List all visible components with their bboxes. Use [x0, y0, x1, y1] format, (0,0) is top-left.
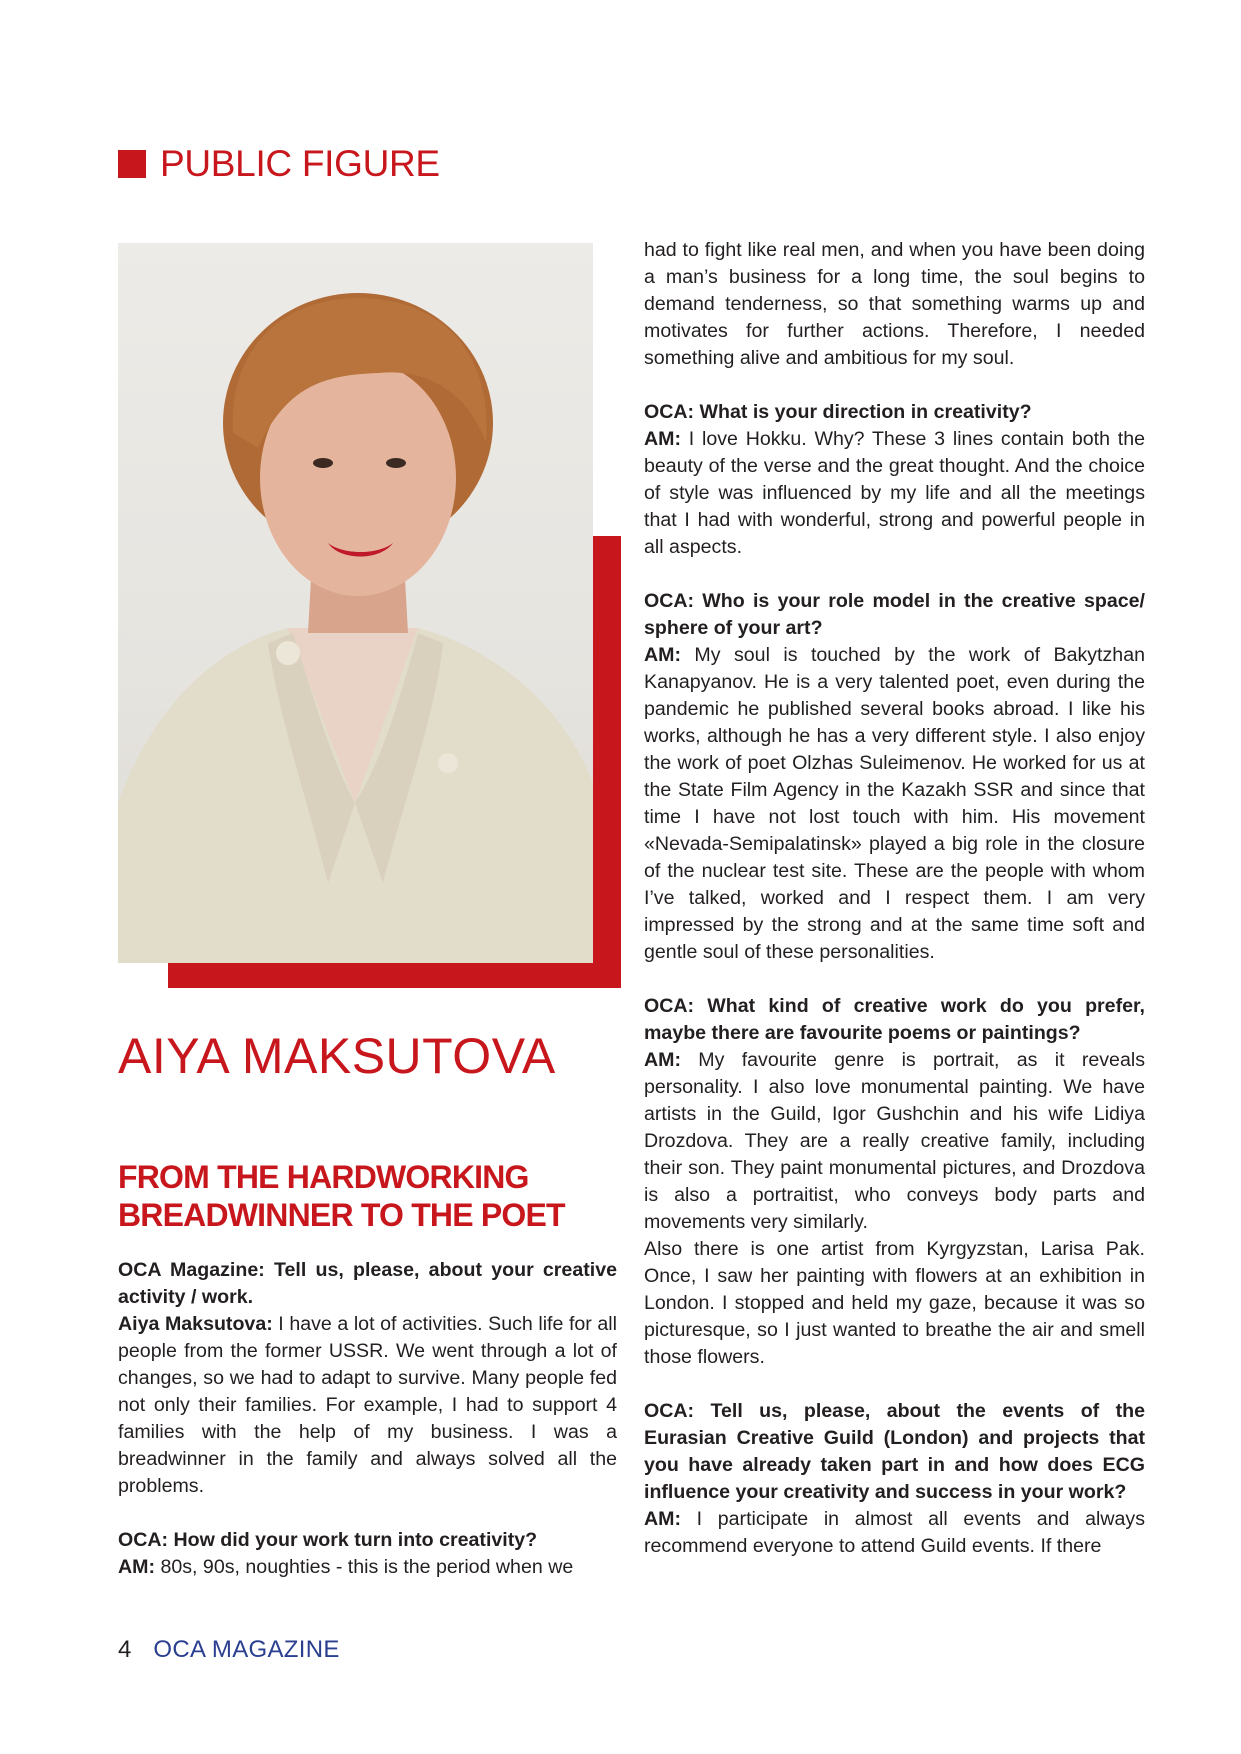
- answer-text: I have a lot of activities. Such life for all people from the former USSR. We went through a lot of changes, so we had to adapt to survive. Many people fed not only their families. For example, I had to support 4 families with the help of my business. I was a breadwinner in the family and always solved all the problems.: [118, 1313, 617, 1497]
- section-square-icon: [118, 150, 146, 178]
- page-footer: [118, 1636, 340, 1664]
- speaker-label: AM:: [644, 1049, 681, 1071]
- answer-text: I participate in almost all events and always recommend everyone to attend Guild events. If there: [644, 1508, 1145, 1557]
- interview-paragraph: [644, 642, 1145, 966]
- speaker-label: Aiya Maksutova:: [118, 1313, 273, 1335]
- interview-question: OCA: Who is your role model in the creative space/ sphere of your art?: [644, 590, 1145, 639]
- paragraph-spacer: [644, 561, 1145, 588]
- answer-text: I love Hokku. Why? These 3 lines contain both the beauty of the verse and the great thought. And the choice of style was influenced by my life and all the meetings that I had with wonderful, strong and powerful people in all aspects.: [644, 428, 1145, 558]
- answer-text: My soul is touched by the work of Bakytzhan Kanapyanov. He is a very talented poet, even during the pandemic he published several books abroad. I like his works, although he has a very different style. I also enjoy the work of poet Olzhas Suleimenov. He worked for us at the State Film Agency in the Kazakh SSR and since that time I have not lost touch with him. His movement «Nevada-Semipalatinsk» played a big role in the closure of the nuclear test site. These are the people with whom I’ve talked, worked and I respect them. I am very impressed by the strong and at the same time soft and gentle soul of these personalities.: [644, 644, 1145, 963]
- left-column: [118, 1257, 617, 1581]
- section-label: PUBLIC FIGURE: [160, 143, 440, 184]
- section-tag: [118, 143, 440, 185]
- paragraph-spacer: [644, 1371, 1145, 1398]
- interview-question: OCA: How did your work turn into creativity?: [118, 1529, 538, 1551]
- speaker-label: AM:: [644, 644, 681, 666]
- interview-paragraph: [644, 1506, 1145, 1560]
- interview-paragraph: [118, 1554, 617, 1581]
- article-headline: FROM THE HARDWORKING BREADWINNER TO THE POET: [118, 1159, 565, 1233]
- interview-question: OCA: What is your direction in creativity?: [644, 401, 1032, 423]
- page-number: 4: [118, 1636, 132, 1663]
- answer-text: 80s, 90s, noughties - this is the period when we: [155, 1556, 574, 1578]
- right-column: [644, 237, 1145, 1560]
- interview-question: OCA Magazine: Tell us, please, about your creative activity / work.: [118, 1259, 617, 1308]
- paragraph-spacer: [118, 1500, 617, 1527]
- speaker-label: AM:: [644, 428, 681, 450]
- interview-paragraph: [644, 1047, 1145, 1236]
- speaker-label: AM:: [118, 1556, 155, 1578]
- interview-paragraph: [118, 1311, 617, 1500]
- paragraph-spacer: [644, 372, 1145, 399]
- answer-text: My favourite genre is portrait, as it reveals personality. I also love monumental painting. We have artists in the Guild, Igor Gushchin and his wife Lidiya Drozdova. They are a really creative family, including their son. They paint monumental pictures, and Drozdova is also a portraitist, who conveys body parts and movements very similarly.: [644, 1049, 1145, 1233]
- interview-question: OCA: Tell us, please, about the events of the Eurasian Creative Guild (London) and projects that you have already taken part in and how does ECG influence your creativity and success in your work?: [644, 1400, 1145, 1503]
- answer-text: Also there is one artist from Kyrgyzstan, Larisa Pak. Once, I saw her painting with flowers at an exhibition in London. I stopped and held my gaze, because it was so picturesque, so I just wanted to breathe the air and smell those flowers.: [644, 1238, 1145, 1368]
- portrait-illustration: [118, 243, 593, 963]
- interview-paragraph: [644, 426, 1145, 561]
- portrait-photo: [118, 243, 593, 963]
- speaker-label: AM:: [644, 1508, 681, 1530]
- profile-name: AIYA MAKSUTOVA: [118, 1028, 556, 1084]
- paragraph-spacer: [644, 966, 1145, 993]
- interview-question: OCA: What kind of creative work do you prefer, maybe there are favourite poems or paintings?: [644, 995, 1145, 1044]
- interview-paragraph: [644, 1236, 1145, 1371]
- answer-text: had to fight like real men, and when you have been doing a man’s business for a long time, the soul begins to demand tenderness, so that something warms up and motivates for further actions. Therefore, I needed something alive and ambitious for my soul.: [644, 239, 1145, 369]
- magazine-name: OCA MAGAZINE: [153, 1636, 340, 1663]
- interview-paragraph: [644, 237, 1145, 372]
